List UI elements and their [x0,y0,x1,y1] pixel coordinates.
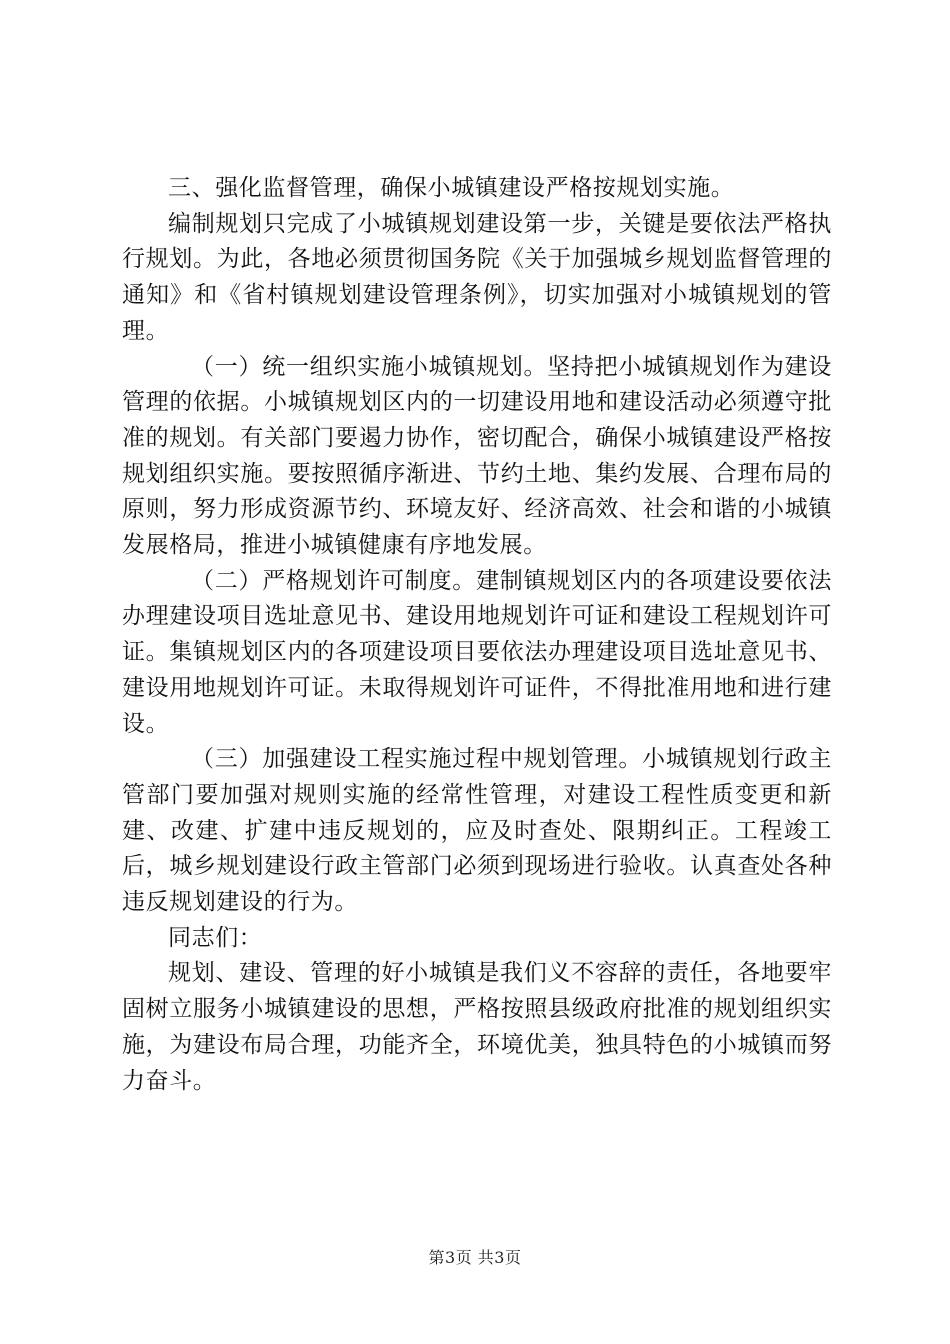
page-footer: 第3页 共3页 [428,1248,522,1267]
salutation: 同志们： [168,924,263,951]
section-heading: 三、强化监督管理，确保小城镇建设严格按规划实施。 [168,175,735,201]
paragraph-item-3: （三）加强建设工程实施过程中规划管理。小城镇规划行政主管部门要加强对规则实施的经常性管理，对建设工程性质变更和新建、改建、扩建中违反规划的，应及时查处、限期纠正。工程竣工后，城乡规划建设行政主管部门必须到现场进行验收。认真查处各种违反规划建设的行为。 [122,746,832,916]
paragraph-closing: 规划、建设、管理的好小城镇是我们义不容辞的责任，各地要牢固树立服务小城镇建设的思想，严格按照县级政府批准的规划组织实施，为建设布局合理，功能齐全，环境优美，独具特色的小城镇而努力奋斗。 [122,960,832,1094]
paragraph-item-1: （一）统一组织实施小城镇规划。坚持把小城镇规划作为建设管理的依据。小城镇规划区内的一切建设用地和建设活动必须遵守批准的规划。有关部门要遏力协作，密切配合，确保小城镇建设严格按规划组织实施。要按照循序渐进、节约土地、集约发展、合理布局的原则，努力形成资源节约、环境友好、经济高效、社会和谐的小城镇发展格局，推进小城镇健康有序地发展。 [122,353,832,559]
paragraph-intro: 编制规划只完成了小城镇规划建设第一步，关键是要依法严格执行规划。为此，各地必须贯彻国务院《关于加强城乡规划监督管理的通知》和《省村镇规划建设管理条例》，切实加强对小城镇规划的管理。 [122,210,832,344]
document-body [122,171,832,1099]
paragraph-item-2: （二）严格规划许可制度。建制镇规划区内的各项建设要依法办理建设项目选址意见书、建设用地规划许可证和建设工程规划许可证。集镇规划区内的各项建设项目要依法办理建设项目选址意见书、建设用地规划许可证。未取得规划许可证件，不得批准用地和进行建设。 [122,567,832,737]
